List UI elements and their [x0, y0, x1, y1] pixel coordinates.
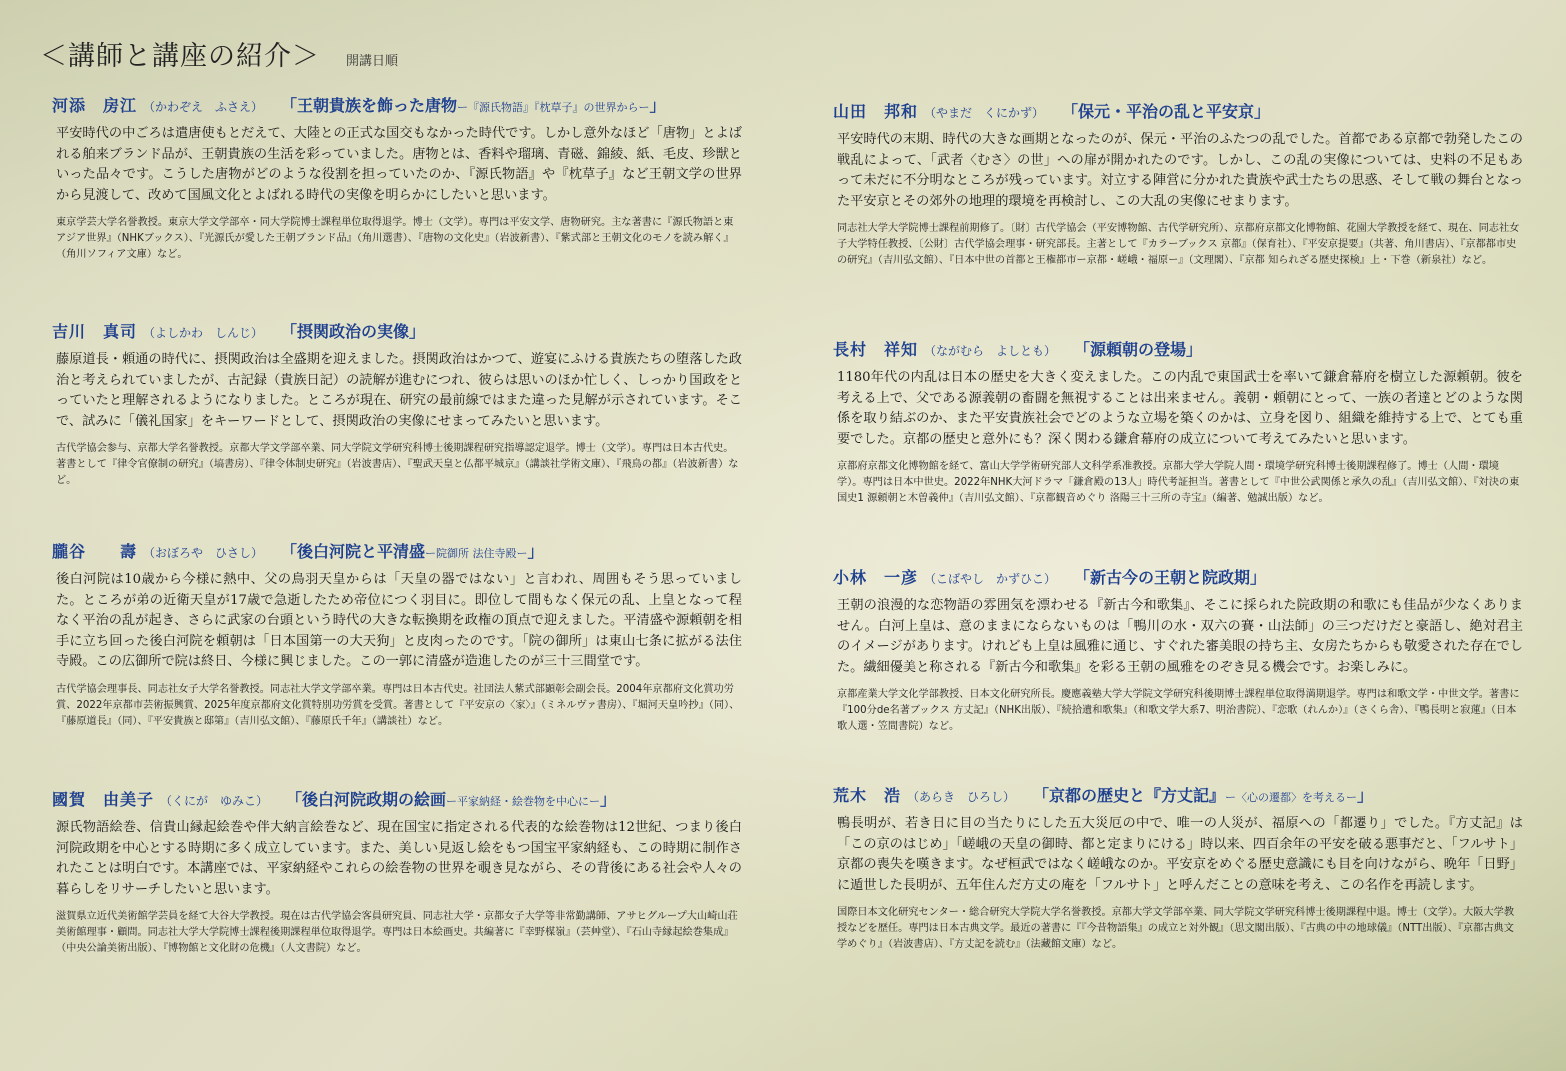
course-title-close: 」: [409, 322, 426, 341]
lecturer-bio: 滋賀県立近代美術館学芸員を経て大谷大学教授。現在は古代学協会客員研究員、同志社大学・京都女子大学等非常勤講師、アサヒグループ大山崎山荘美術館理事・顧問。同志社大学大学院博士課程後期課程単位取得退学。専門は日本絵画史。共編著に『幸野楳嶺』（芸艸堂）、『石山寺縁起絵巻集成』（中央公論美術出版）、『博物館と文化財の危機』（人文書院）など。: [56, 911, 738, 955]
lecture-section: [833, 565, 1523, 735]
course-subtitle: ー〈心の遷都〉を考えるー: [1225, 791, 1358, 804]
course-description: 平安時代の末期、時代の大きな画期となったのが、保元・平治のふたつの乱でした。首都である京都で勃発したこの戦乱によって、「武者〈むさ〉の世」への扉が開かれたのです。しかし、この乱の実像については、史料の不足もあって未だに不分明なところが残っています。対立する陣営に分かれた貴族や武士たちの思惑、そして戦の舞台となった平安京とその郊外の地理的環境を再検討し、この大乱の実像にせまります。: [837, 132, 1523, 209]
page-subtitle: 開講日順: [346, 54, 399, 69]
course-title-close: 」: [1250, 568, 1267, 587]
page-header: [40, 34, 398, 73]
course-title-close: 」: [1186, 340, 1203, 359]
lecturer-bio: 古代学協会理事長、同志社女子大学名誉教授。同志社大学文学部卒業。専門は日本古代史。社団法人紫式部顕彰会副会長。2004年京都府文化賞功労賞、2022年京都市芸術振興賞、2025年度京都府文化賞特別功労賞を受賞。著書として『平安京の〈家〉』（ミネルヴァ書房）、『堀河天皇吟抄』（同）、『藤原道長』（同）、『平安貴族と邸第』（吉川弘文館）、『藤原氏千年』（講談社）など。: [56, 683, 740, 727]
lecturer-reading: （おぼろや ひさし）: [143, 546, 264, 560]
lecture-heading: [833, 565, 1523, 588]
course-title-close: 」: [1357, 786, 1374, 805]
lecture-section: [52, 93, 742, 263]
lecturer-reading: （ながむら よしとも）: [924, 344, 1057, 358]
lecturer-name: 吉川 真司: [52, 322, 138, 341]
course-title-close: 」: [1254, 102, 1271, 121]
course-title-main: 「摂関政治の実像: [281, 322, 410, 341]
lecture-heading: [833, 99, 1523, 122]
course-title: [1074, 337, 1202, 360]
lecturer-name: 朧谷 壽: [52, 542, 138, 561]
lecturer-bio: 同志社大学大学院博士課程前期修了。〔財〕古代学協会（平安博物館、古代学研究所）、京都府京都文化博物館、花園大学教授を経て、現在、同志社女子大学特任教授、〔公財〕古代学協会理事・研究部長。主著として『カラーブックス 京都』（保育社）、『平安京提要』（共著、角川書店）、『京都都市史の研究』（吉川弘文館）、『日本中世の首都と王権都市ー京都・嵯峨・福原ー』（文理閣）、『京都 知られざる歴史探検』上・下巻（新泉社）など。: [837, 223, 1520, 267]
course-title: [1033, 783, 1373, 806]
lecture-heading: [52, 319, 742, 342]
lecture-section: [833, 99, 1523, 269]
course-description: 後白河院は10歳から今様に熱中、父の鳥羽天皇からは「天皇の器ではない」と言われ、周囲もそう思っていました。ところが弟の近衛天皇が17歳で急逝したため帝位につく羽目に。即位して間もなく保元の乱、上皇となって程なく平治の乱が起き、さらに武家の台頭という時代の大きな転換期を政権の頂点で迎えました。平清盛や源頼朝を相手に立ち回った後白河院を頼朝は「日本国第一の大天狗」と皮肉ったのです。「院の御所」は東山七条に拡がる法住寺殿。この広御所で院は終日、今様に興じました。この一郭に清盛が造進したのが三十三間堂です。: [56, 572, 742, 670]
lecturer-reading: （かわぞえ ふさえ）: [143, 100, 264, 114]
course-description: 平安時代の中ごろは遣唐使もとだえて、大陸との正式な国交もなかった時代です。しかし意外なほど「唐物」とよばれる舶来ブランド品が、王朝貴族の生活を彩っていました。唐物とは、香料や瑠璃、青磁、錦綾、紙、毛皮、珍獣といった品々です。こうした唐物がどのような役割を担っていたのか、『源氏物語』や『枕草子』など王朝文学の世界から見渡して、改めて国風文化とよばれる時代の実像を明らかにしたいと思います。: [56, 126, 742, 203]
course-title-main: 「京都の歴史と『方丈記』: [1033, 786, 1226, 805]
lecturer-name: 長村 祥知: [833, 340, 919, 359]
lecture-heading: [833, 337, 1523, 360]
lecturer-name: 小林 一彦: [833, 568, 919, 587]
course-subtitle: ー平家納経・絵巻物を中心にー: [446, 795, 601, 808]
course-subtitle: ー『源氏物語』『枕草子』の世界からー: [457, 101, 650, 114]
course-description: 源氏物語絵巻、信貴山縁起絵巻や伴大納言絵巻など、現在国宝に指定される代表的な絵巻物は12世紀、つまり後白河院政期を中心とする時期に多く成立しています。また、美しい見返し絵をもつ国宝平家納経も、この時期に制作されたことは明白です。本講座では、平家納経やこれらの絵巻物の世界を覗き見ながら、その背後にある社会や人々の暮らしをリサーチしたいと思います。: [56, 820, 742, 897]
lecture-heading: [833, 783, 1523, 806]
lecturer-name: 山田 邦和: [833, 102, 919, 121]
lecture-section: [52, 319, 742, 489]
lecture-section: [833, 783, 1523, 953]
lecturer-bio: 京都府京都文化博物館を経て、富山大学学術研究部人文科学系准教授。京都大学大学院人間・環境学研究科博士後期課程修了。博士（人間・環境学）。専門は日本中世史。2022年NHK大河ドラマ「鎌倉殿の13人」時代考証担当。著書として『中世公武関係と承久の乱』（吉川弘文館）、『対決の東国史1 源頼朝と木曽義仲』（吉川弘文館）、『京都観音めぐり 洛陽三十三所の寺宝』（編著、勉誠出版）など。: [837, 461, 1520, 505]
course-subtitle: ー院御所 法住寺殿ー: [425, 547, 528, 560]
course-description: 鴨長明が、若き日に目の当たりにした五大災厄の中で、唯一の人災が、福原への「都遷り」でした。『方丈記』は「この京のはじめ」「嵯峨の天皇の御時、都と定まりにける」時以来、四百余年の平安を破る悪事だと、「フルサト」京都の喪失を嘆きます。なぜ桓武ではなく嵯峨なのか。平安京をめぐる歴史意識にも目を向けながら、晩年「日野」に遁世した長明が、五年住んだ方丈の庵を「フルサト」と呼んだことの意味を考え、この名作を再読します。: [837, 816, 1523, 893]
lecturer-reading: （くにが ゆみこ）: [160, 794, 269, 808]
lecturer-reading: （やまだ くにかず）: [924, 106, 1045, 120]
course-title-close: 」: [600, 790, 617, 809]
lecturer-bio: 古代学協会参与、京都大学名誉教授。京都大学文学部卒業、同大学院文学研究科博士後期課程研究指導認定退学。博士（文学）。専門は日本古代史。著書として『律令官僚制の研究』（塙書房）、『律令体制史研究』（岩波書店）、『聖武天皇と仏都平城京』（講談社学術文庫）、『飛鳥の都』（岩波新書）など。: [56, 443, 739, 487]
lecturer-bio: 国際日本文化研究センター・総合研究大学院大学名誉教授。京都大学文学部卒業、同大学院文学研究科博士後期課程中退。博士（文学）。大阪大学教授などを歴任。専門は日本古典文学。最近の著書に『『今昔物語集』の成立と対外観』（思文閣出版）、『古典の中の地球儀』（NTT出版）、『京都古典文学めぐり』（岩波書店）、『方丈記を読む』（法藏館文庫）など。: [837, 907, 1515, 951]
course-description: 藤原道長・頼通の時代に、摂関政治は全盛期を迎えました。摂関政治はかつて、遊宴にふける貴族たちの堕落した政治と考えられていましたが、古記録（貴族日記）の読解が進むにつれ、彼らは思いのほか忙しく、しっかり国政をとっていたと理解されるようになりました。ところが現在、研究の最前線ではまた違った見解が示されています。そこで、試みに「儀礼国家」をキーワードとして、摂関政治の実像にせまってみたいと思います。: [56, 352, 743, 429]
page-title: ＜講師と講座の紹介＞: [40, 41, 320, 72]
course-title: [286, 787, 616, 810]
lecturer-name: 河添 房江: [52, 96, 138, 115]
lecture-section: [52, 539, 742, 730]
course-title-main: 「王朝貴族を飾った唐物: [281, 96, 458, 115]
course-title: [281, 539, 544, 562]
lecturer-name: 國賀 由美子: [52, 790, 155, 809]
lecturer-reading: （よしかわ しんじ）: [143, 326, 264, 340]
lecturer-reading: （こばやし かずひこ）: [924, 572, 1057, 586]
lecturer-name: 荒木 浩: [833, 786, 902, 805]
course-title-close: 」: [649, 96, 666, 115]
course-title: [281, 93, 666, 116]
course-title: [1062, 99, 1270, 122]
lecture-heading: [52, 787, 742, 810]
course-title: [1074, 565, 1266, 588]
course-title-main: 「後白河院政期の絵画: [286, 790, 447, 809]
course-description: 1180年代の内乱は日本の歴史を大きく変えました。この内乱で東国武士を率いて鎌倉幕府を樹立した源頼朝。彼を考える上で、父である源義朝の畜闘を無視することは出来ません。義朝・頼朝にとって、一族の者達とどのような関係を取り結ぶのか、また平安貴族社会でどのような立場を築くのかは、立身を図り、組織を維持する上で、とても重要でした。京都の歴史と意外にも？深く関わる鎌倉幕府の成立について考えてみたいと思います。: [837, 370, 1523, 447]
course-title-main: 「後白河院と平清盛: [281, 542, 426, 561]
course-title-main: 「源頼朝の登場: [1074, 340, 1187, 359]
course-title-main: 「新古今の王朝と院政期: [1074, 568, 1251, 587]
lecturer-reading: （あらき ひろし）: [907, 790, 1016, 804]
lecture-section: [52, 787, 742, 957]
lecturer-bio: 京都産業大学文化学部教授、日本文化研究所長。慶應義塾大学大学院文学研究科後期博士課程単位取得満期退学。専門は和歌文学・中世文学。著書に『100分de名著ブックス 方丈記』（NHK出版）、『続拾遺和歌集』（和歌文学大系7、明治書院）、『恋歌（れんか）』（さくら舎）、『鴨長明と寂蓮』（日本歌人選・笠間書院）など。: [837, 689, 1520, 733]
course-title-main: 「保元・平治の乱と平安京: [1062, 102, 1255, 121]
course-title: [281, 319, 425, 342]
lecture-heading: [52, 93, 742, 116]
lecture-heading: [52, 539, 742, 562]
lecture-section: [833, 337, 1523, 507]
course-description: 王朝の浪漫的な恋物語の雰囲気を漂わせる『新古今和歌集』、そこに採られた院政期の和歌にも佳品が少なくありません。白河上皇は、意のままにならないものは「鴨川の水・双六の賽・山法師」の三つだけだと豪語し、絶対君主のイメージがあります。けれども上皇は風雅に通じ、すぐれた審美眼の持ち主、女房たちからも敬愛された存在でした。繊細優美と称される『新古今和歌集』を彩る王朝の風雅をのぞき見る機会です。お楽しみに。: [837, 598, 1523, 675]
lecturer-bio: 東京学芸大学名誉教授。東京大学文学部卒・同大学院博士課程単位取得退学。博士（文学）。専門は平安文学、唐物研究。主な著書に『源氏物語と東アジア世界』（NHKブックス）、『光源氏が愛した王朝ブランド品』（角川選書）、『唐物の文化史』（岩波新書）、『紫式部と王朝文化のモノを読み解く』（角川ソフィア文庫）など。: [56, 217, 734, 261]
course-title-close: 」: [527, 542, 544, 561]
